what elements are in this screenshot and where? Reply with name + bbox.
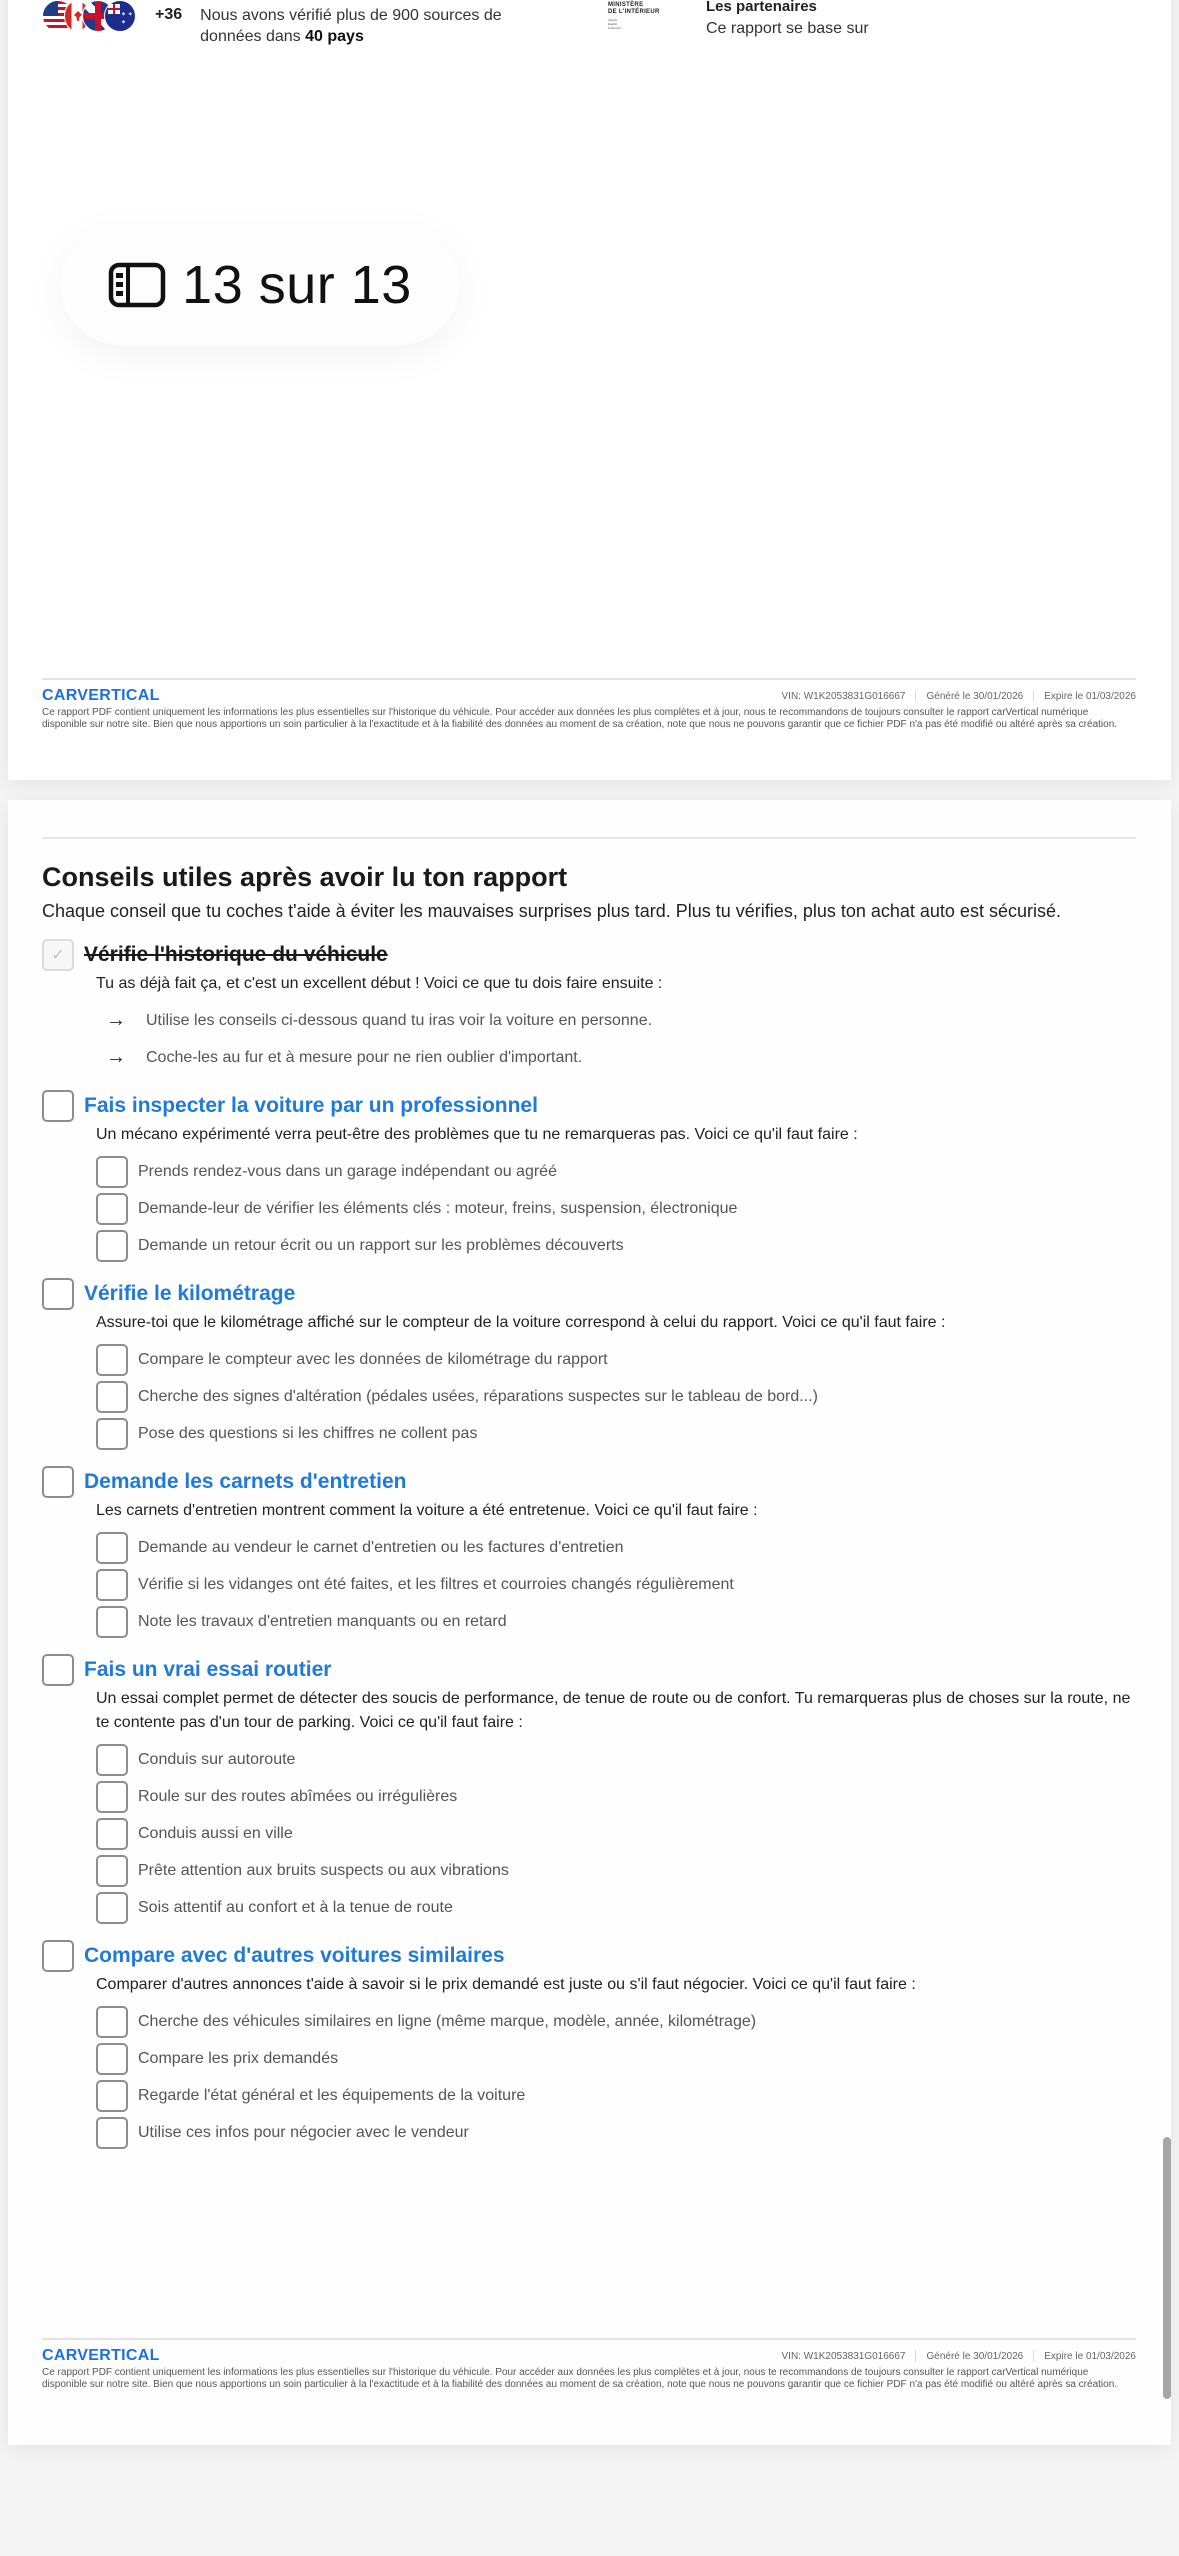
meta-separator: [1033, 2350, 1034, 2362]
generated-date: 30/01/2026: [973, 690, 1024, 702]
tip-step[interactable]: [96, 1341, 1136, 1378]
tip-description: Un mécano expérimenté verra peut-être des problèmes que tu ne remarqueras pas. Voici ce qu'il faut faire :: [96, 1126, 858, 1143]
meta-separator: [1033, 690, 1034, 702]
tip-step[interactable]: [96, 1603, 1136, 1640]
step-checkbox[interactable]: [96, 1569, 128, 1601]
tip-description: Tu as déjà fait ça, et c'est un excellent début ! Voici ce que tu dois faire ensuite :: [96, 975, 663, 992]
tip-title: Fais un vrai essai routier: [84, 1658, 332, 1681]
sources-text-prefix: Nous avons vérifié plus de 900 sources de données dans: [200, 7, 502, 45]
tip-steps: [96, 1153, 1136, 1264]
carvertical-logo: CARVERTICAL: [42, 2347, 160, 2364]
tip-step: [96, 1002, 1136, 1039]
page-footer: [42, 678, 1136, 731]
arrow-right-icon: →: [106, 1009, 126, 1031]
meta-separator: [915, 2350, 916, 2362]
tip-step-label: Prends rendez-vous dans un garage indépendant ou agréé: [138, 1162, 557, 1180]
step-checkbox[interactable]: [96, 1892, 128, 1924]
partners-block: [706, 0, 869, 38]
report-page-tips: [8, 800, 1171, 2445]
tip-step-label: Conduis sur autoroute: [138, 1750, 296, 1768]
tip-step-label: Cherche des signes d'altération (pédales usées, réparations suspectes sur le tableau de bord...): [138, 1387, 818, 1405]
ministry-logo: [608, 2, 678, 30]
tip-header: [42, 1090, 1136, 1122]
tip-description: Assure-toi que le kilométrage affiché sur le compteur de la voiture correspond à celui du rapport. Voici ce qu'il faut faire :: [96, 1314, 946, 1331]
tip-step[interactable]: [96, 1153, 1136, 1190]
step-checkbox[interactable]: [96, 1156, 128, 1188]
tip-steps: [96, 1002, 1136, 1076]
report-meta: [782, 690, 1137, 702]
sources-country-count: 40 pays: [305, 28, 364, 45]
tip-step[interactable]: [96, 2003, 1136, 2040]
tip-steps: [96, 1741, 1136, 1926]
generated-label: Généré le: [926, 2350, 971, 2362]
country-flags: [42, 0, 137, 34]
tip-step[interactable]: [96, 1378, 1136, 1415]
step-checkbox[interactable]: [96, 2080, 128, 2112]
sidebar-icon: [108, 262, 166, 308]
page-counter-button[interactable]: [60, 225, 460, 345]
vin-label: VIN:: [781, 2350, 801, 2362]
vin-label: VIN:: [781, 690, 801, 702]
meta-separator: [915, 690, 916, 702]
step-checkbox[interactable]: [96, 1744, 128, 1776]
report-meta: [782, 2350, 1137, 2362]
tip-step-label: Compare les prix demandés: [138, 2049, 339, 2067]
tip-step[interactable]: [96, 1741, 1136, 1778]
tip-step-label: Conduis aussi en ville: [138, 1824, 293, 1842]
tip-description: Comparer d'autres annonces t'aide à savoir si le prix demandé est juste ou s'il faut négocier. Voici ce qu'il faut faire :: [96, 1976, 916, 1993]
tip-header: [42, 939, 1136, 971]
step-checkbox[interactable]: [96, 1606, 128, 1638]
tip-header: [42, 1466, 1136, 1498]
tip-step-label: Prête attention aux bruits suspects ou aux vibrations: [138, 1861, 509, 1879]
tip-checkbox[interactable]: [42, 1278, 74, 1310]
tip-step-label: Sois attentif au confort et à la tenue de route: [138, 1898, 453, 1916]
tip-title: Demande les carnets d'entretien: [84, 1470, 407, 1493]
tip-step[interactable]: [96, 1529, 1136, 1566]
tip-checkbox[interactable]: [42, 1654, 74, 1686]
tip-step-label: Vérifie si les vidanges ont été faites, et les filtres et courroies changés régulièrement: [138, 1575, 734, 1593]
tip-item: [42, 1466, 1136, 1640]
tip-steps: [96, 1529, 1136, 1640]
tip-step-label: Note les travaux d'entretien manquants ou en retard: [138, 1612, 507, 1630]
tip-item: [42, 1940, 1136, 2151]
generated-date: 30/01/2026: [973, 2350, 1024, 2362]
tip-title: Vérifie l'historique du véhicule: [84, 943, 388, 966]
tip-step-label: Demande-leur de vérifier les éléments clés : moteur, freins, suspension, électronique: [138, 1199, 738, 1217]
tip-step[interactable]: [96, 1852, 1136, 1889]
tip-step-label: Utilise ces infos pour négocier avec le vendeur: [138, 2123, 469, 2141]
expires-date: 01/03/2026: [1085, 690, 1136, 702]
tips-section: [42, 860, 1136, 2151]
tip-item: [42, 1654, 1136, 1926]
page-footer: [42, 2338, 1136, 2391]
footer-disclaimer: Ce rapport PDF contient uniquement les informations les plus essentielles sur l'historique du véhicule. Pour accéder aux données les plus complètes et à jour, nous te recommandons de toujours consulter le rapport carVertical numérique disponible sur notre site. Bien que nous apportions un soin particulier à la l'exactitude et à la fiabilité des données au moment de sa création, note que nous ne pouvons garantir que ce fichier PDF n'a pas été modifié ou altéré après sa création.: [42, 2367, 1118, 2390]
section-divider: [42, 837, 1136, 839]
tip-step-label: Utilise les conseils ci-dessous quand tu iras voir la voiture en personne.: [146, 1011, 653, 1029]
vin-value: W1K2053831G016667: [803, 690, 906, 702]
ministry-title: MINISTÈRE DE L'INTÉRIEUR: [608, 2, 660, 15]
page-counter-label: 13 sur 13: [182, 255, 412, 315]
tip-header: [42, 1654, 1136, 1686]
tip-step[interactable]: [96, 2040, 1136, 2077]
step-checkbox[interactable]: [96, 1230, 128, 1262]
tip-step-label: Roule sur des routes abîmées ou irrégulières: [138, 1787, 458, 1805]
tip-checkbox[interactable]: [42, 1466, 74, 1498]
step-checkbox[interactable]: [96, 1381, 128, 1413]
sources-text: [200, 5, 540, 47]
step-checkbox[interactable]: [96, 2043, 128, 2075]
arrow-right-icon: →: [106, 1046, 126, 1068]
partners-subtitle: Ce rapport se base sur: [706, 20, 869, 37]
tip-steps: [96, 2003, 1136, 2151]
tip-step-label: Cherche des véhicules similaires en ligne (même marque, modèle, année, kilométrage): [138, 2012, 757, 2030]
step-checkbox[interactable]: [96, 1344, 128, 1376]
tips-title: Conseils utiles après avoir lu ton rapport: [42, 862, 568, 892]
tip-step[interactable]: [96, 1227, 1136, 1264]
tip-steps: [96, 1341, 1136, 1452]
expires-label: Expire le: [1044, 2350, 1084, 2362]
tip-item: [42, 1090, 1136, 1264]
step-checkbox[interactable]: [96, 2006, 128, 2038]
carvertical-logo: CARVERTICAL: [42, 687, 160, 704]
step-checkbox[interactable]: [96, 1818, 128, 1850]
tip-step[interactable]: [96, 1815, 1136, 1852]
step-checkbox[interactable]: [96, 2117, 128, 2149]
tip-title: Fais inspecter la voiture par un professionnel: [84, 1094, 538, 1117]
tip-title: Compare avec d'autres voitures similaires: [84, 1944, 505, 1967]
tips-checklist: [42, 939, 1136, 2151]
footer-divider: [42, 678, 1136, 680]
tip-step[interactable]: [96, 2114, 1136, 2151]
data-sources-summary: [42, 0, 540, 47]
australia-flag-icon: [104, 0, 136, 32]
scrollbar-thumb[interactable]: [1163, 2137, 1171, 2399]
tip-checkbox[interactable]: [42, 1090, 74, 1122]
tip-step[interactable]: [96, 1415, 1136, 1452]
footer-divider: [42, 2338, 1136, 2340]
tip-checkbox[interactable]: [42, 1940, 74, 1972]
tip-step[interactable]: [96, 1190, 1136, 1227]
check-icon: ✓: [51, 947, 65, 964]
tip-title: Vérifie le kilométrage: [84, 1282, 296, 1305]
tip-step[interactable]: [96, 1778, 1136, 1815]
tip-step-label: Coche-les au fur et à mesure pour ne rien oublier d'important.: [146, 1048, 583, 1066]
tip-header: [42, 1278, 1136, 1310]
step-checkbox[interactable]: [96, 1418, 128, 1450]
tip-step-label: Pose des questions si les chiffres ne collent pas: [138, 1424, 478, 1442]
tip-header: [42, 1940, 1136, 1972]
tip-step-label: Compare le compteur avec les données de kilométrage du rapport: [138, 1350, 608, 1368]
tip-step[interactable]: [96, 2077, 1136, 2114]
footer-disclaimer: Ce rapport PDF contient uniquement les informations les plus essentielles sur l'historique du véhicule. Pour accéder aux données les plus complètes et à jour, nous te recommandons de toujours consulter le rapport carVertical numérique disponible sur notre site. Bien que nous apportions un soin particulier à la l'exactitude et à la fiabilité des données au moment de sa création, note que nous ne pouvons garantir que ce fichier PDF n'a pas été modifié ou altéré après sa création.: [42, 707, 1118, 730]
tip-step-label: Demande un retour écrit ou un rapport sur les problèmes découverts: [138, 1236, 624, 1254]
report-page-13: [8, 0, 1171, 780]
tip-description: Les carnets d'entretien montrent comment la voiture a été entretenue. Voici ce qu'il faut faire :: [96, 1502, 758, 1519]
vin-value: W1K2053831G016667: [803, 2350, 906, 2362]
tip-description: Un essai complet permet de détecter des soucis de performance, de tenue de route ou de confort. Tu remarqueras plus de choses sur la route, ne te contente pas d'un tour de parking. Voici ce qu'il faut faire :: [96, 1690, 1131, 1731]
step-checkbox[interactable]: [96, 1532, 128, 1564]
ministry-motto: Liberté Égalité Fraternité: [608, 18, 621, 30]
tip-step[interactable]: [96, 1889, 1136, 1926]
step-checkbox[interactable]: [96, 1855, 128, 1887]
partners-title: Les partenaires: [706, 0, 817, 15]
expires-label: Expire le: [1044, 690, 1084, 702]
tip-checkbox-checked[interactable]: [42, 939, 74, 971]
tip-item: [42, 1278, 1136, 1452]
tip-step[interactable]: [96, 1566, 1136, 1603]
extra-countries-count: +36: [155, 6, 183, 23]
step-checkbox[interactable]: [96, 1781, 128, 1813]
tip-step-label: Demande au vendeur le carnet d'entretien ou les factures d'entretien: [138, 1538, 624, 1556]
generated-label: Généré le: [926, 690, 971, 702]
tip-step: [96, 1039, 1136, 1076]
tip-item: [42, 939, 1136, 1076]
expires-date: 01/03/2026: [1085, 2350, 1136, 2362]
tip-step-label: Regarde l'état général et les équipements de la voiture: [138, 2086, 526, 2104]
tips-intro: Chaque conseil que tu coches t'aide à éviter les mauvaises surprises plus tard. Plus tu vérifies, plus ton achat auto est sécurisé.: [42, 901, 1061, 921]
step-checkbox[interactable]: [96, 1193, 128, 1225]
